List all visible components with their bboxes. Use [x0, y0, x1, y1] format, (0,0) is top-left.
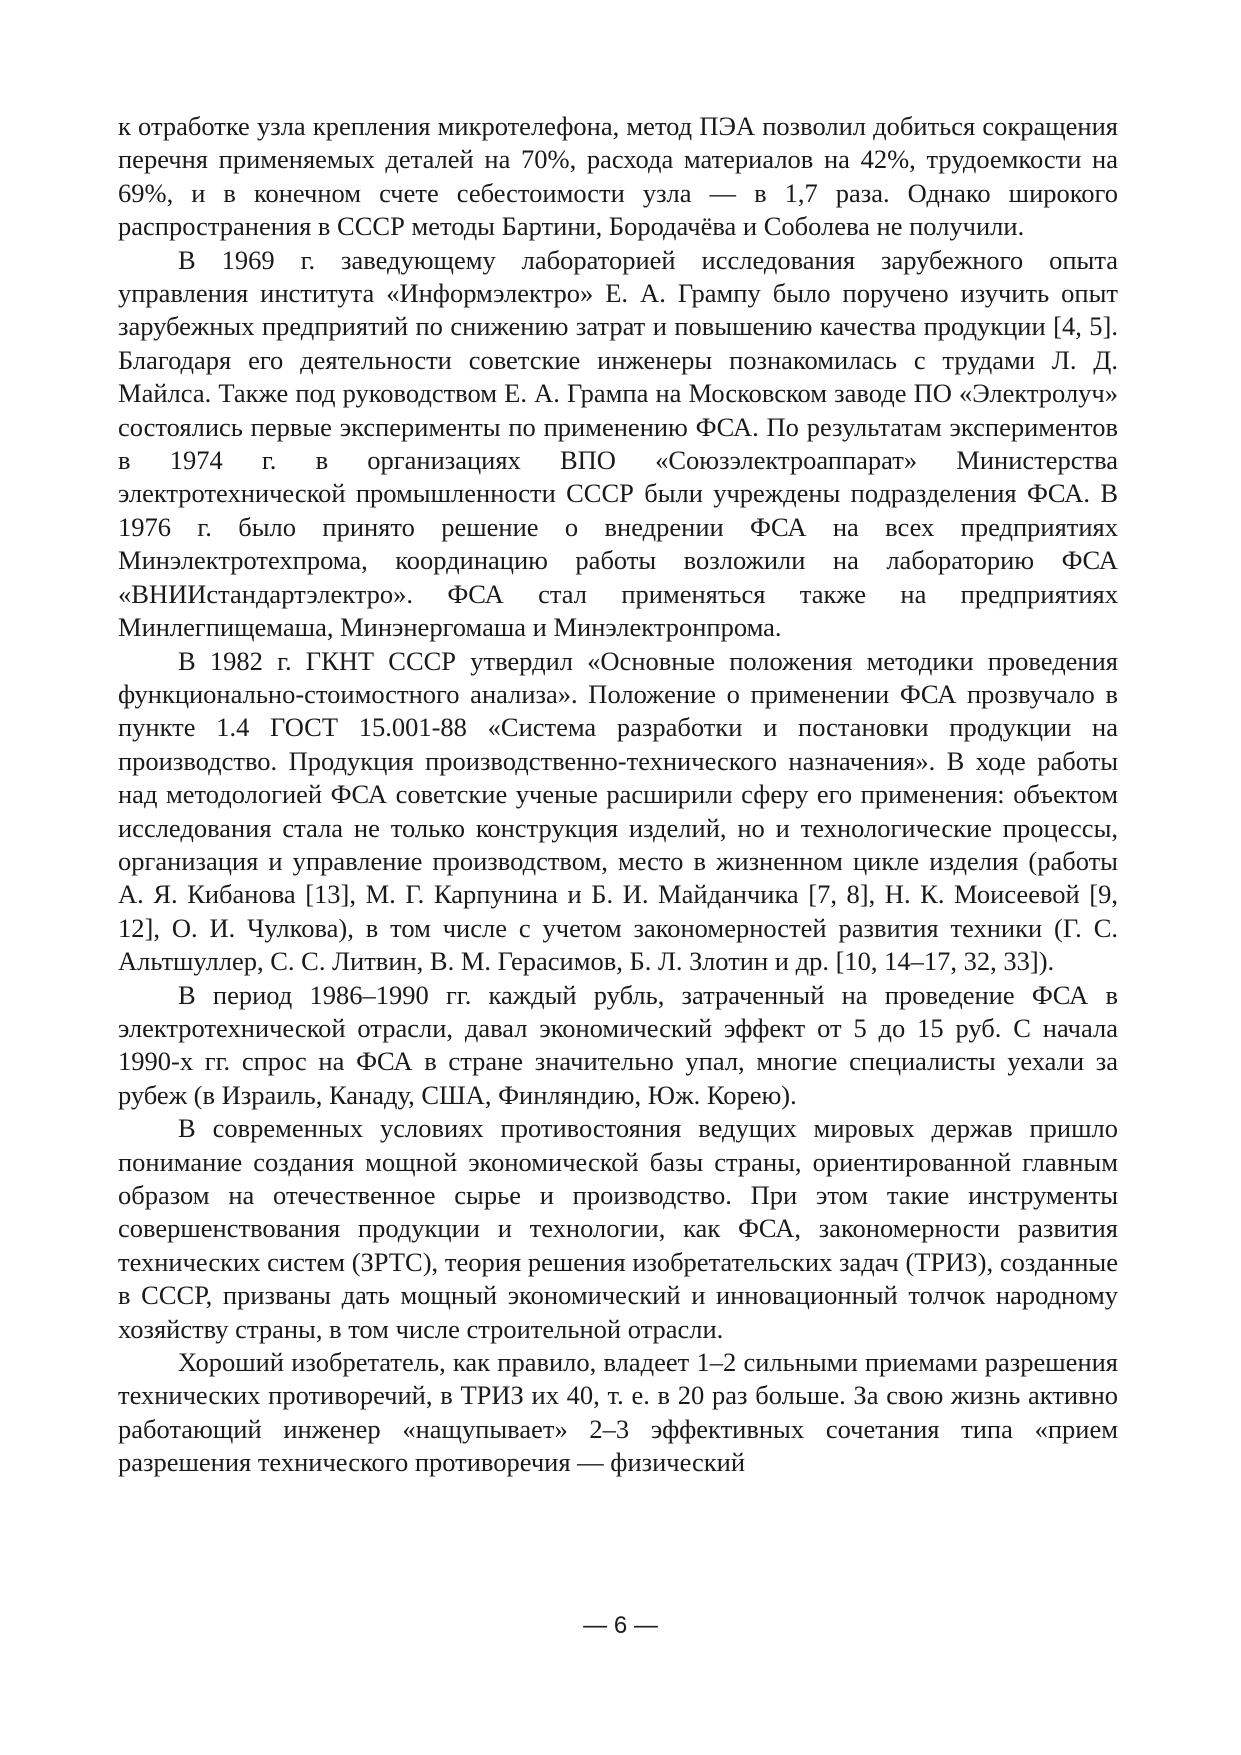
paragraph-3: В 1982 г. ГКНТ СССР утвердил «Основные положения методики проведения функционально-стоимостного анализа». Положение о применении ФСА прозвучало в пункте 1.4 ГОСТ 15.001-88 «Система разработки и постановки продукции на производство. Продукция производственно-технического назначения». В ходе работы над методологией ФСА советские ученые расширили сферу его применения: объектом исследования стала не только конструкция изделий, но и технологические процессы, организация и управление производством, место в жизненном цикле изделия (работы А. Я. Кибанова [13], М. Г. Карпунина и Б. И. Майданчика [7, 8], Н. К. Моисеевой [9, 12], О. И. Чулкова), в том числе с учетом закономерностей развития техники (Г. С. Альтшуллер, С. С. Литвин, В. М. Герасимов, Б. Л. Злотин и др. [10, 14–17, 32, 33]).	[118, 645, 1118, 977]
paragraph-5: В современных условиях противостояния ведущих мировых держав пришло понимание создания мощной экономической базы страны, ориентированной главным образом на отечественное сырье и производство. При этом такие инструменты совершенствования продукции и технологии, как ФСА, закономерности развития технических систем (ЗРТС), теория решения изобретательских задач (ТРИЗ), созданные в СССР, призваны дать мощный экономический и инновационный толчок народному хозяйству страны, в том числе строительной отрасли.	[118, 1113, 1118, 1344]
paragraph-4: В период 1986–1990 гг. каждый рубль, затраченный на проведение ФСА в электротехнической отрасли, давал экономический эффект от 5 до 15 руб. С начала 1990-х гг. спрос на ФСА в стране значительно упал, многие специалисты уехали за рубеж (в Израиль, Канаду, США, Финляндию, Юж. Корею).	[118, 979, 1118, 1110]
paragraph-2: В 1969 г. заведующему лабораторией исследования зарубежного опыта управления института «Информэлектро» Е. А. Грампу было поручено изучить опыт зарубежных предприятий по снижению затрат и повышению качества продукции [4, 5]. Благодаря его деятельности советские инженеры познакомилась с трудами Л. Д. Майлса. Также под руководством Е. А. Грампа на Московском заводе ПО «Электролуч» состоялись первые эксперименты по применению ФСА. По результатам экспериментов в 1974 г. в организациях ВПО «Союзэлектроаппарат» Министерства электротехнической промышленности СССР были учреждены подразделения ФСА. В 1976 г. было принято решение о внедрении ФСА на всех предприятиях Минэлектротехпрома, координацию работы возложили на лабораторию ФСА «ВНИИстандартэлектро». ФСА стал применяться также на предприятиях Минлегпищемаша, Минэнергомаша и Минэлектронпрома.	[118, 244, 1118, 643]
paragraph-1: к отработке узла крепления микротелефона, метод ПЭА позволил добиться сокращения перечня применяемых деталей на 70%, расхода материалов на 42%, трудоемкости на 69%, и в конечном счете себестоимости узла — в 1,7 раза. Однако широкого распространения в СССР методы Бартини, Бородачёва и Соболева не получили.	[118, 111, 1118, 242]
paragraph-6: Хороший изобретатель, как правило, владеет 1–2 сильными приемами разрешения технических противоречий, в ТРИЗ их 40, т. е. в 20 раз больше. За свою жизнь активно работающий инженер «нащупывает» 2–3 эффективных сочетания типа «прием разрешения технического противоречия — физический	[118, 1347, 1118, 1478]
page-number: — 6 —	[583, 1612, 658, 1639]
page-body	[118, 110, 1118, 1480]
